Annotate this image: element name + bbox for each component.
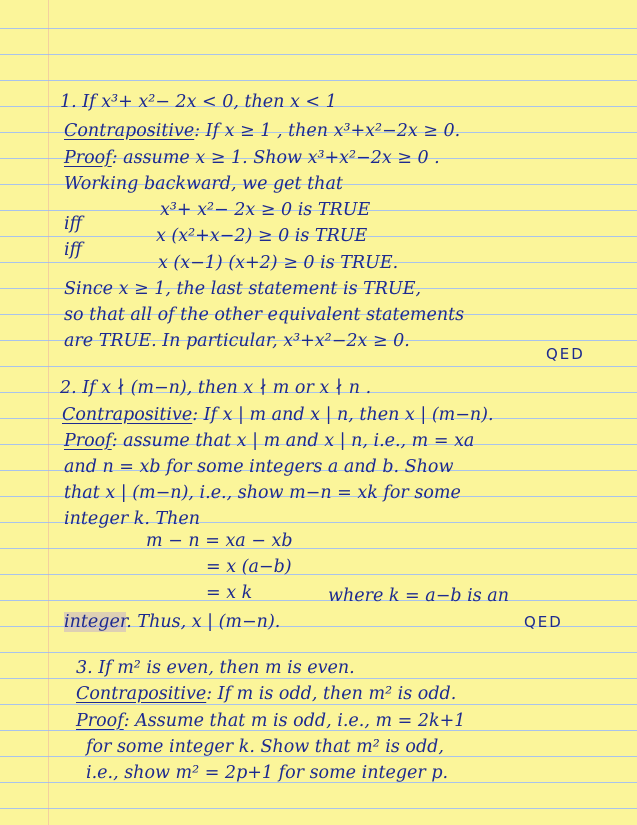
p1-contrapositive-line xyxy=(64,121,460,141)
p1-qed: QED xyxy=(546,345,585,363)
p2-proof-label: Proof xyxy=(64,431,112,451)
p1-line4: Working backward, we get that xyxy=(64,174,343,194)
p2-integer-highlight: integer xyxy=(64,612,127,632)
p2-contrapositive-line xyxy=(62,405,494,425)
p2-eq2: = x (a−b) xyxy=(206,557,292,577)
margin-line xyxy=(48,0,49,825)
p3-contra-text: : If m is odd, then m² is odd. xyxy=(206,684,457,704)
p2-last-line xyxy=(64,612,280,632)
p3-proof-text: : Assume that m is odd, i.e., m = 2k+1 xyxy=(123,711,466,731)
p2-eq1: m − n = xa − xb xyxy=(146,531,293,551)
p2-statement: 2. If x ∤ (m−n), then x ∤ m or x ∤ n . xyxy=(60,378,372,398)
p1-contra-label: Contrapositive xyxy=(64,121,195,141)
p1-eq1: x³+ x²− 2x ≥ 0 is TRUE xyxy=(160,200,371,220)
p2-eq3: = x k xyxy=(206,583,253,603)
p2-line5: that x | (m−n), i.e., show m−n = xk for some xyxy=(64,483,461,503)
p1-line8: Since x ≥ 1, the last statement is TRUE, xyxy=(64,279,422,299)
p1-proof-line xyxy=(64,148,440,168)
p3-line5: i.e., show m² = 2p+1 for some integer p. xyxy=(86,763,449,783)
p2-last-text: . Thus, x | (m−n). xyxy=(126,612,281,632)
p2-contra-text: : If x | m and x | n, then x | (m−n). xyxy=(192,405,494,425)
p2-proof-line xyxy=(64,431,474,451)
p1-eq2: x (x²+x−2) ≥ 0 is TRUE xyxy=(156,226,368,246)
p1-statement: 1. If x³+ x²− 2x < 0, then x < 1 xyxy=(60,92,337,112)
p3-contra-label: Contrapositive xyxy=(76,684,207,704)
p1-proof-label: Proof xyxy=(64,148,112,168)
p2-contra-label: Contrapositive xyxy=(62,405,193,425)
p2-line6: integer k. Then xyxy=(64,509,201,529)
p3-proof-label: Proof xyxy=(76,711,124,731)
p1-proof-text: : assume x ≥ 1. Show x³+x²−2x ≥ 0 . xyxy=(111,148,440,168)
p2-eq3-note: where k = a−b is an xyxy=(328,586,509,606)
p3-statement: 3. If m² is even, then m is even. xyxy=(76,658,355,678)
p1-contra-text: : If x ≥ 1 , then x³+x²−2x ≥ 0. xyxy=(194,121,461,141)
p1-line10: are TRUE. In particular, x³+x²−2x ≥ 0. xyxy=(64,331,410,351)
p2-line4: and n = xb for some integers a and b. Show xyxy=(64,457,454,477)
p1-line9: so that all of the other equivalent statements xyxy=(64,305,465,325)
p3-contrapositive-line xyxy=(76,684,456,704)
p1-iff1: iff xyxy=(64,214,82,234)
p2-proof-text: : assume that x | m and x | n, i.e., m = xa xyxy=(111,431,475,451)
p3-proof-line xyxy=(76,711,465,731)
p2-qed: QED xyxy=(524,613,563,631)
p1-iff2: iff xyxy=(64,240,82,260)
p1-eq3: x (x−1) (x+2) ≥ 0 is TRUE. xyxy=(158,253,399,273)
p3-line4: for some integer k. Show that m² is odd, xyxy=(86,737,444,757)
